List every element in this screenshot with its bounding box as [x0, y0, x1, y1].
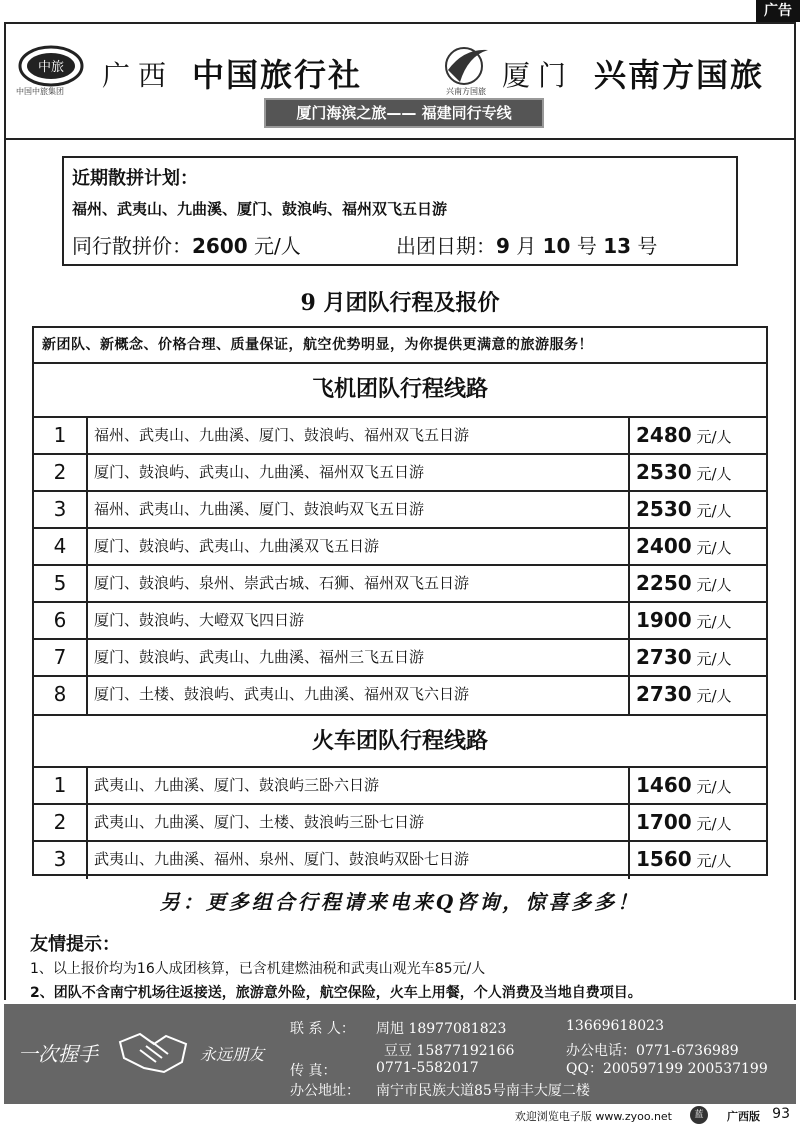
- row-price: 2730 元/人: [636, 682, 732, 706]
- row-number: 4: [34, 529, 88, 564]
- contact-panel: [4, 1004, 796, 1104]
- footer: [0, 1104, 800, 1127]
- footer-edition: 广西版: [727, 1110, 760, 1123]
- row-route: 武夷山、九曲溪、厦门、土楼、鼓浪屿三卧七日游: [88, 805, 630, 840]
- plan-title: 近期散拼计划：: [72, 168, 198, 189]
- row-route: 厦门、鼓浪屿、武夷山、九曲溪、福州三飞五日游: [88, 640, 630, 675]
- page-number: 93: [772, 1106, 790, 1122]
- brand-right: 永远朋友: [200, 1045, 265, 1064]
- contact-label: 联 系 人：: [290, 1021, 355, 1037]
- xnf-name: 兴南方国旅: [594, 56, 765, 94]
- table-row: [34, 566, 766, 603]
- guangxi-label: 广西: [102, 59, 175, 92]
- table-row: [34, 640, 766, 677]
- air-heading: 飞机团队行程线路: [34, 364, 766, 418]
- table-row: [34, 677, 766, 714]
- routes-table: [32, 326, 768, 876]
- row-number: 3: [34, 492, 88, 527]
- cits-logo-icon: [18, 44, 84, 88]
- section-title: 9 月团队行程及报价: [300, 290, 500, 316]
- table-row: [34, 418, 766, 455]
- plan-date: 出团日期：9 月 10 号 13 号: [396, 234, 658, 258]
- row-number: 2: [34, 805, 88, 840]
- row-route: 厦门、土楼、鼓浪屿、武夷山、九曲溪、福州双飞六日游: [88, 677, 630, 714]
- office-phone: 办公电话：0771-6736989: [566, 1043, 739, 1059]
- recent-plan-box: [62, 156, 738, 266]
- row-number: 1: [34, 418, 88, 453]
- plan-route: 福州、武夷山、九曲溪、厦门、鼓浪屿、福州双飞五日游: [72, 200, 448, 218]
- tip-item: 1、以上报价均为16人成团核算，已含机建燃油税和武夷山观光车85元/人: [30, 961, 486, 977]
- train-rows: [34, 768, 766, 879]
- fax-number: 0771-5582017: [376, 1060, 479, 1076]
- table-row: [34, 455, 766, 492]
- row-price: 2480 元/人: [636, 423, 732, 447]
- row-route: 厦门、鼓浪屿、武夷山、九曲溪、福州双飞五日游: [88, 455, 630, 490]
- row-price: 1700 元/人: [636, 810, 732, 834]
- row-price: 1900 元/人: [636, 608, 732, 632]
- row-number: 2: [34, 455, 88, 490]
- fax-label: 传 真：: [290, 1063, 337, 1079]
- air-rows: [34, 418, 766, 714]
- row-price: 2400 元/人: [636, 534, 732, 558]
- row-number: 7: [34, 640, 88, 675]
- row-price: 1560 元/人: [636, 847, 732, 871]
- cits-name: 中国旅行社: [192, 56, 363, 94]
- row-route: 厦门、鼓浪屿、武夷山、九曲溪双飞五日游: [88, 529, 630, 564]
- row-number: 1: [34, 768, 88, 803]
- xiamen-label: 厦门: [502, 59, 575, 92]
- row-price: 2530 元/人: [636, 460, 732, 484]
- ad-tag: 广告: [756, 0, 800, 22]
- contact-person-1: 周旭 18977081823: [376, 1021, 507, 1037]
- table-row: [34, 492, 766, 529]
- tips-title: 友情提示：: [30, 934, 120, 955]
- row-route: 厦门、鼓浪屿、泉州、崇武古城、石狮、福州双飞五日游: [88, 566, 630, 601]
- row-route: 武夷山、九曲溪、厦门、鼓浪屿三卧六日游: [88, 768, 630, 803]
- row-route: 厦门、鼓浪屿、大嶝双飞四日游: [88, 603, 630, 638]
- table-row: [34, 529, 766, 566]
- address: 南宁市民族大道85号南丰大厦二楼: [376, 1083, 590, 1099]
- contact-person-2: 豆豆 15877192166: [384, 1043, 515, 1059]
- row-price: 2530 元/人: [636, 497, 732, 521]
- table-row: [34, 842, 766, 879]
- address-label: 办公地址：: [290, 1083, 360, 1099]
- table-row: [34, 805, 766, 842]
- row-price: 1460 元/人: [636, 773, 732, 797]
- table-row: [34, 603, 766, 640]
- extra-note: 另：更多组合行程请来电来Q咨询，惊喜多多！: [159, 890, 641, 914]
- tip-item: 2、团队不含南宁机场往返接送，旅游意外险，航空保险，火车上用餐，个人消费及当地自费项目。: [30, 985, 642, 1001]
- contact-person-1-alt: 13669618023: [566, 1018, 664, 1034]
- row-price: 2730 元/人: [636, 645, 732, 669]
- table-row: [34, 768, 766, 805]
- footer-site: 欢迎浏览电子版 www.zyoo.net: [514, 1110, 672, 1123]
- row-number: 5: [34, 566, 88, 601]
- xnf-logo-icon: [438, 42, 494, 96]
- row-number: 3: [34, 842, 88, 879]
- plan-price: 同行散拼价：2600 元/人: [72, 234, 301, 258]
- row-route: 福州、武夷山、九曲溪、厦门、鼓浪屿双飞五日游: [88, 492, 630, 527]
- row-route: 武夷山、九曲溪、福州、泉州、厦门、鼓浪屿双卧七日游: [88, 842, 630, 879]
- footer-logo-icon: 蓝: [690, 1106, 708, 1124]
- slogan-bar: 厦门海滨之旅—— 福建同行专线: [264, 98, 544, 128]
- brand-left: 一次握手: [18, 1042, 98, 1066]
- handshake-icon: [116, 1028, 190, 1076]
- svg-text:中旅: 中旅: [37, 60, 65, 75]
- motto: 新团队、新概念、价格合理、质量保证，航空优势明显，为你提供更满意的旅游服务！: [34, 328, 766, 364]
- svg-text:兴南方国旅: 兴南方国旅: [446, 87, 486, 96]
- header-banner: [4, 22, 796, 140]
- qq-numbers: QQ：200597199 200537199: [566, 1061, 768, 1077]
- row-number: 8: [34, 677, 88, 714]
- row-number: 6: [34, 603, 88, 638]
- row-price: 2250 元/人: [636, 571, 732, 595]
- cits-group-label: 中国中旅集团: [16, 87, 64, 96]
- train-heading: 火车团队行程线路: [34, 714, 766, 768]
- row-route: 福州、武夷山、九曲溪、厦门、鼓浪屿、福州双飞五日游: [88, 418, 630, 453]
